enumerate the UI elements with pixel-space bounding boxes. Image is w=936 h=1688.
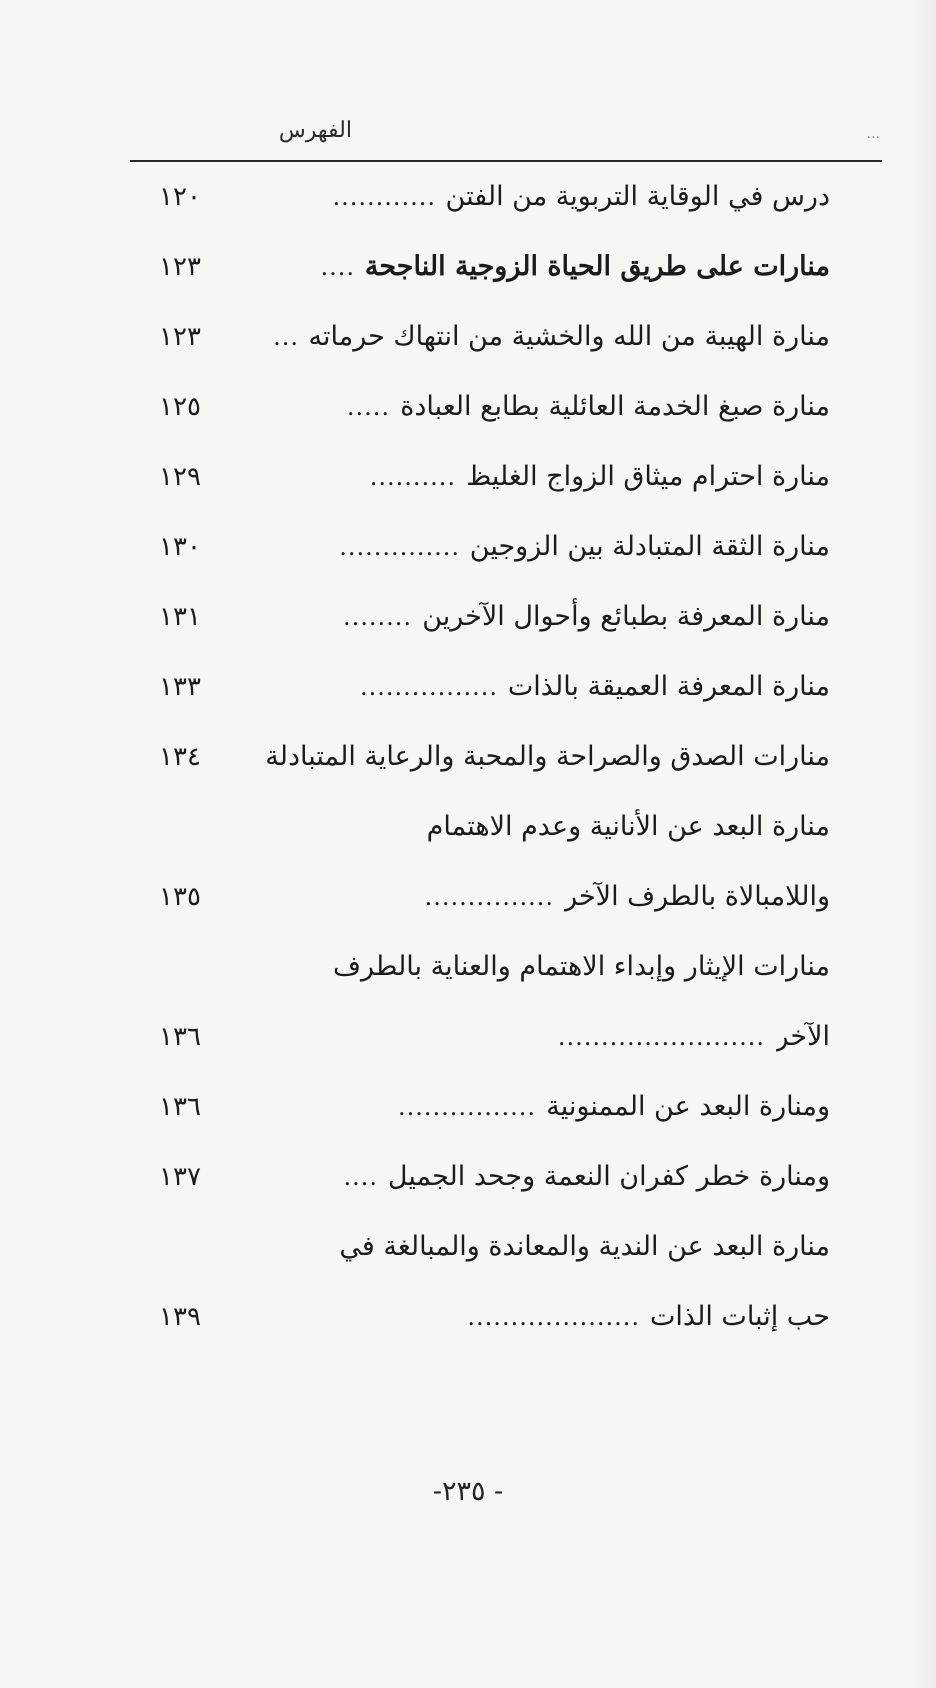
toc-entry-title: درس في الوقاية التربوية من الفتن bbox=[445, 181, 830, 212]
toc-leader-dots: ................ bbox=[359, 673, 498, 701]
toc-entry-title: منارة الثقة المتبادلة بين الزوجين bbox=[469, 531, 830, 562]
toc-entry bbox=[135, 722, 830, 792]
toc-page-number: ١٣٥ bbox=[159, 882, 201, 912]
toc-leader-dots: .......... bbox=[369, 463, 456, 491]
toc-entry-title: منارات على طريق الحياة الزوجية الناجحة bbox=[364, 251, 830, 282]
toc-page-number: ١٢٣ bbox=[159, 252, 201, 282]
toc-page-number: ١٢٠ bbox=[159, 182, 201, 212]
toc-entry bbox=[135, 792, 830, 862]
toc-entry-title: منارة البعد عن الأنانية وعدم الاهتمام bbox=[426, 811, 830, 842]
toc-entry bbox=[135, 1072, 830, 1142]
toc-entry bbox=[135, 442, 830, 512]
toc-entry-title: ومنارة البعد عن الممنونية bbox=[546, 1091, 830, 1122]
page-edge-shadow bbox=[910, 0, 936, 1688]
toc-entry bbox=[135, 1212, 830, 1282]
toc-entry bbox=[135, 582, 830, 652]
toc-entry-title: منارة المعرفة العميقة بالذات bbox=[507, 671, 830, 702]
toc-entry-title: ومنارة خطر كفران النعمة وجحد الجميل bbox=[387, 1161, 830, 1192]
toc-page-number: ١٣١ bbox=[159, 602, 201, 632]
toc-page-number: ١٣٦ bbox=[159, 1092, 201, 1122]
toc-leader-dots: .............. bbox=[339, 533, 460, 561]
toc-entry-title: منارة البعد عن الندية والمعاندة والمبالغة في bbox=[339, 1231, 830, 1262]
toc-entry-title: واللامبالاة بالطرف الآخر bbox=[564, 881, 830, 912]
toc-page-number: ١٣٠ bbox=[159, 532, 201, 562]
toc-leader-dots: ............ bbox=[332, 183, 436, 211]
toc-entry-title: منارة صبغ الخدمة العائلية بطابع العبادة bbox=[400, 391, 830, 422]
toc-leader-dots: ... bbox=[273, 323, 299, 351]
toc-entry bbox=[135, 372, 830, 442]
toc-leader-dots: .... bbox=[343, 1163, 378, 1191]
toc-entry bbox=[135, 1002, 830, 1072]
toc-page-number: ١٣٤ bbox=[159, 742, 201, 772]
toc-entry bbox=[135, 1282, 830, 1352]
toc-entry-title: منارات الإيثار وإبداء الاهتمام والعناية بالطرف bbox=[333, 951, 830, 982]
toc-page-number: ١٢٩ bbox=[159, 462, 201, 492]
toc-page-number: ١٣٦ bbox=[159, 1022, 201, 1052]
toc-entry-title: الآخر bbox=[775, 1021, 830, 1052]
toc-entry-title: منارات الصدق والصراحة والمحبة والرعاية المتبادلة bbox=[265, 741, 830, 772]
toc-entry bbox=[135, 862, 830, 932]
toc-page-number: ١٣٧ bbox=[159, 1162, 201, 1192]
running-header bbox=[130, 118, 880, 158]
toc-entry bbox=[135, 652, 830, 722]
toc-page-number: ١٢٣ bbox=[159, 322, 201, 352]
toc-entry bbox=[135, 1142, 830, 1212]
toc-entry bbox=[135, 512, 830, 582]
toc-entry-title: منارة الهيبة من الله والخشية من انتهاك حرماته bbox=[308, 321, 830, 352]
toc-leader-dots: ................ bbox=[397, 1093, 536, 1121]
toc-entry bbox=[135, 232, 830, 302]
page-number-footer: -٢٣٥ - bbox=[432, 1476, 504, 1507]
toc-leader-dots: ............... bbox=[424, 883, 554, 911]
toc-leader-dots: ........................ bbox=[557, 1023, 765, 1051]
toc-entry bbox=[135, 162, 830, 232]
toc-leader-dots: .... bbox=[320, 253, 355, 281]
header-mark: ... bbox=[866, 126, 880, 142]
toc-entry-title: منارة احترام ميثاق الزواج الغليظ bbox=[466, 461, 830, 492]
toc-leader-dots: ..... bbox=[346, 393, 390, 421]
toc-leader-dots: .................... bbox=[467, 1303, 640, 1331]
toc-entry bbox=[135, 932, 830, 1002]
header-title: الفهرس bbox=[278, 118, 352, 143]
toc-entry-title: حب إثبات الذات bbox=[650, 1301, 830, 1332]
toc-leader-dots: ........ bbox=[342, 603, 412, 631]
toc-entry-title: منارة المعرفة بطبائع وأحوال الآخرين bbox=[422, 601, 830, 632]
toc-page-number: ١٢٥ bbox=[159, 392, 201, 422]
toc-entry bbox=[135, 302, 830, 372]
toc-page-number: ١٣٩ bbox=[159, 1302, 201, 1332]
toc-page-number: ١٣٣ bbox=[159, 672, 201, 702]
table-of-contents bbox=[135, 162, 830, 1352]
